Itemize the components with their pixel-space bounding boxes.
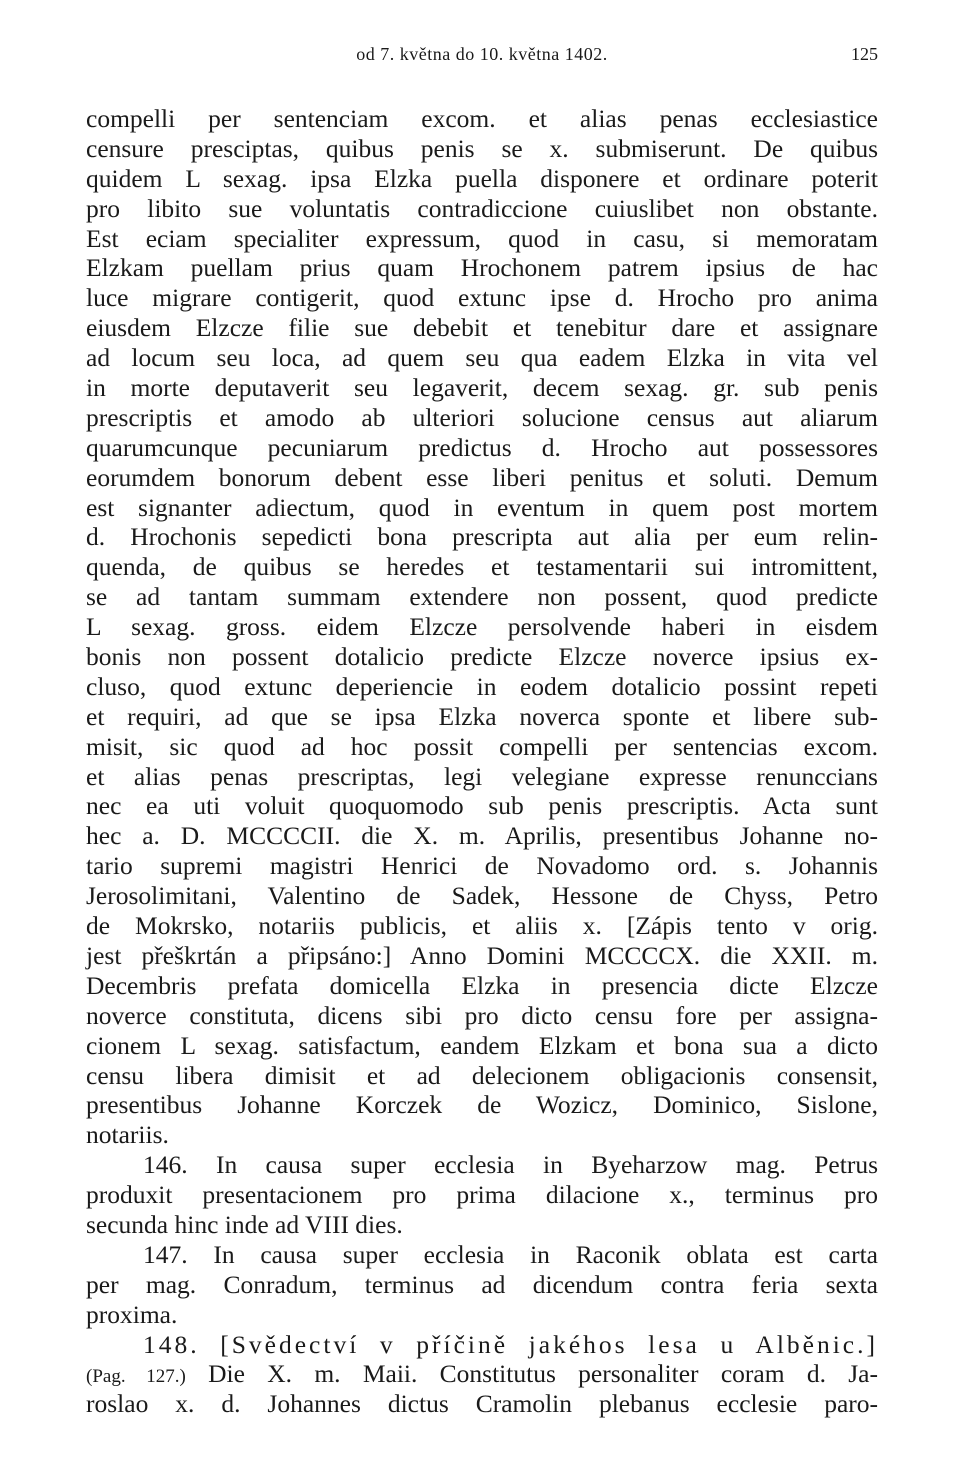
text-line: luce migrare contigerit, quod extunc ipse d. Hrocho pro anima — [86, 283, 878, 313]
text-line: in morte deputaverit seu legaverit, decem sexag. gr. sub penis — [86, 373, 878, 403]
text-line: L sexag. gross. eidem Elzcze persolvende haberi in eisdem — [86, 612, 878, 642]
text-line: quidem L sexag. ipsa Elzka puella disponere et ordinare poterit — [86, 163, 878, 193]
text-line: quarumcunque pecuniarum predictus d. Hrocho aut possessores — [86, 432, 878, 462]
text-line: Est eciam specialiter expressum, quod in casu, si memoratam — [86, 223, 878, 253]
text-line-with-margin-note — [86, 1359, 878, 1389]
text-line: hec a. D. MCCCCII. die X. m. Aprilis, presentibus Johanne no- — [86, 821, 878, 851]
text-line: Jerosolimitani, Valentino de Sadek, Hessone de Chyss, Petro — [86, 881, 878, 911]
text-line: roslao x. d. Johannes dictus Cramolin plebanus ecclesie paro- — [86, 1389, 878, 1419]
text-line: secunda hinc inde ad VIII dies. — [86, 1209, 403, 1239]
text-line: nec ea uti voluit quoquomodo sub penis prescriptis. Acta sunt — [86, 791, 878, 821]
text-line: presentibus Johanne Korczek de Wozicz, Dominico, Sislone, — [86, 1090, 878, 1120]
text-line: misit, sic quod ad hoc possit compelli per sentencias excom. — [86, 731, 878, 761]
text-line: d. Hrochonis sepedicti bona prescripta aut alia per eum relin- — [86, 522, 878, 552]
text-line: cionem L sexag. satisfactum, eandem Elzkam et bona sua a dicto — [86, 1030, 878, 1060]
text-line: et requiri, ad que se ipsa Elzka noverca sponte et libere sub- — [86, 701, 878, 731]
text-line: noverce constituta, dicens sibi pro dicto censu fore per assigna- — [86, 1000, 878, 1030]
text-line: proxima. — [86, 1299, 178, 1329]
text-line: compelli per sentenciam excom. et alias penas ecclesiastice — [86, 104, 878, 133]
text-line: Elzkam puellam prius quam Hrochonem patrem ipsius de hac — [86, 253, 878, 283]
text-line: se ad tantam summam extendere non possent, quod predicte — [86, 582, 878, 612]
entry-146-line: 146. In causa super ecclesia in Byeharzow mag. Petrus — [143, 1150, 878, 1180]
text-line: eorumdem bonorum debent esse liberi penitus et soluti. Demum — [86, 462, 878, 492]
text-line: pro libito sue voluntatis contradiccione cuiuslibet non obstante. — [86, 193, 878, 223]
entry-148-heading: 148. [Svědectví v příčině jakéhos lesa u Alběnic.] — [143, 1329, 878, 1359]
text-line: Decembris prefata domicella Elzka in presencia dicte Elzcze — [86, 970, 878, 1000]
text-line: jest přeškrtán a připsáno:] Anno Domini MCCCCX. die XXII. m. — [86, 940, 878, 970]
text-line: censure presciptas, quibus penis se x. submiserunt. De quibus — [86, 133, 878, 163]
margin-note: (Pag. 127.) — [86, 1366, 186, 1388]
text-line: tario supremi magistri Henrici de Novadomo ord. s. Johannis — [86, 851, 878, 881]
text-line: cluso, quod extunc deperiencie in eodem dotalicio possint repeti — [86, 671, 878, 701]
text-line: et alias penas prescriptas, legi velegiane expresse renunccians — [86, 761, 878, 791]
text-line: de Mokrsko, notariis publicis, et aliis x. [Zápis tento v orig. — [86, 911, 878, 941]
body-text — [86, 104, 878, 1419]
text-line: produxit presentacionem pro prima dilacione x., terminus pro — [86, 1180, 878, 1210]
text-line: notariis. — [86, 1120, 169, 1150]
running-head — [86, 44, 878, 74]
text-line: prescriptis et amodo ab ulteriori solucione census aut aliarum — [86, 402, 878, 432]
entry-147-line: 147. In causa super ecclesia in Raconik oblata est carta — [143, 1239, 878, 1269]
text-line: eiusdem Elzcze filie sue debebit et tenebitur dare et assignare — [86, 313, 878, 343]
text-line: per mag. Conradum, terminus ad dicendum contra feria sexta — [86, 1269, 878, 1299]
text-line: est signanter adiectum, quod in eventum in quem post mortem — [86, 492, 878, 522]
text-line: ad locum seu loca, ad quem seu qua eadem Elzka in vita vel — [86, 343, 878, 373]
text-line: quenda, de quibus se heredes et testamentarii sui intromittent, — [86, 552, 878, 582]
running-title: od 7. května do 10. května 1402. — [356, 44, 608, 64]
text-line-content: Die X. m. Maii. Constitutus personaliter coram d. Ja- — [208, 1359, 878, 1389]
text-line: bonis non possent dotalicio predicte Elzcze noverce ipsius ex- — [86, 642, 878, 672]
page-number: 125 — [851, 44, 878, 64]
text-line: censu libera dimisit et ad delecionem obligacionis consensit, — [86, 1060, 878, 1090]
